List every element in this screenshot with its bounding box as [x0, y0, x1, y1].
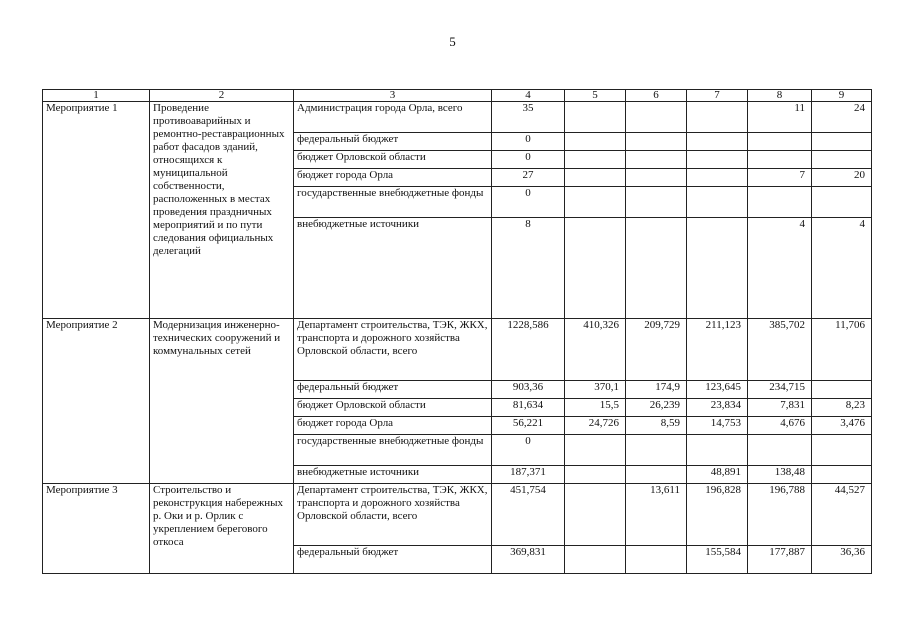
value-cell [626, 218, 687, 319]
funding-source: внебюджетные источники [294, 466, 492, 484]
value-cell [565, 133, 626, 151]
value-cell [626, 435, 687, 466]
value-cell: 0 [492, 151, 565, 169]
value-cell [565, 187, 626, 218]
value-cell: 174,9 [626, 381, 687, 399]
funding-source: бюджет города Орла [294, 169, 492, 187]
value-cell: 4 [748, 218, 812, 319]
value-cell: 4 [812, 218, 872, 319]
value-cell: 123,645 [687, 381, 748, 399]
value-cell [812, 466, 872, 484]
value-cell: 211,123 [687, 319, 748, 381]
value-cell [626, 169, 687, 187]
value-cell: 3,476 [812, 417, 872, 435]
value-cell: 48,891 [687, 466, 748, 484]
value-cell: 7,831 [748, 399, 812, 417]
header-cell: 4 [492, 90, 565, 102]
value-cell: 35 [492, 102, 565, 133]
value-cell: 8,23 [812, 399, 872, 417]
value-cell [626, 151, 687, 169]
value-cell [565, 484, 626, 546]
value-cell [687, 133, 748, 151]
header-cell: 7 [687, 90, 748, 102]
value-cell [565, 546, 626, 574]
header-cell: 2 [150, 90, 294, 102]
value-cell: 11,706 [812, 319, 872, 381]
value-cell: 15,5 [565, 399, 626, 417]
value-cell: 369,831 [492, 546, 565, 574]
value-cell [812, 381, 872, 399]
funding-source: бюджет Орловской области [294, 151, 492, 169]
value-cell: 44,527 [812, 484, 872, 546]
value-cell [687, 187, 748, 218]
funding-source: Департамент строительства, ТЭК, ЖКХ, транспорта и дорожного хозяйства Орловской области, всего [294, 319, 492, 381]
value-cell [812, 133, 872, 151]
value-cell [687, 151, 748, 169]
header-row [43, 90, 872, 102]
event-description: Проведение противоаварийных и ремонтно-реставрационных работ фасадов зданий, относящихся к муниципальной собственности, расположенных в местах проведения праздничных мероприятий и по пути следования официальных делегаций [150, 102, 294, 319]
value-cell [687, 435, 748, 466]
value-cell: 177,887 [748, 546, 812, 574]
value-cell: 0 [492, 435, 565, 466]
value-cell [626, 466, 687, 484]
value-cell [687, 102, 748, 133]
funding-source: государственные внебюджетные фонды [294, 435, 492, 466]
funding-source: бюджет Орловской области [294, 399, 492, 417]
funding-source: федеральный бюджет [294, 133, 492, 151]
value-cell: 187,371 [492, 466, 565, 484]
value-cell: 1228,586 [492, 319, 565, 381]
value-cell: 36,36 [812, 546, 872, 574]
value-cell: 138,48 [748, 466, 812, 484]
value-cell: 26,239 [626, 399, 687, 417]
value-cell: 370,1 [565, 381, 626, 399]
event-label: Мероприятие 2 [43, 319, 150, 484]
funding-source: федеральный бюджет [294, 546, 492, 574]
value-cell: 903,36 [492, 381, 565, 399]
value-cell: 23,834 [687, 399, 748, 417]
value-cell [626, 102, 687, 133]
value-cell: 14,753 [687, 417, 748, 435]
value-cell [626, 187, 687, 218]
funding-source: Администрация города Орла, всего [294, 102, 492, 133]
value-cell [565, 218, 626, 319]
value-cell: 7 [748, 169, 812, 187]
event-label: Мероприятие 3 [43, 484, 150, 574]
value-cell: 196,828 [687, 484, 748, 546]
event-description: Модернизация инженерно-технических сооружений и коммунальных сетей [150, 319, 294, 484]
value-cell: 8 [492, 218, 565, 319]
value-cell [687, 218, 748, 319]
table-row [43, 319, 872, 381]
funding-source: государственные внебюджетные фонды [294, 187, 492, 218]
value-cell: 13,611 [626, 484, 687, 546]
value-cell: 4,676 [748, 417, 812, 435]
value-cell [565, 435, 626, 466]
value-cell [748, 435, 812, 466]
value-cell: 56,221 [492, 417, 565, 435]
value-cell [812, 435, 872, 466]
header-cell: 3 [294, 90, 492, 102]
value-cell [565, 151, 626, 169]
value-cell [812, 187, 872, 218]
value-cell: 0 [492, 187, 565, 218]
value-cell: 410,326 [565, 319, 626, 381]
table-row [43, 102, 872, 133]
value-cell [565, 102, 626, 133]
value-cell: 155,584 [687, 546, 748, 574]
financing-table [42, 89, 872, 574]
value-cell: 8,59 [626, 417, 687, 435]
header-cell: 9 [812, 90, 872, 102]
value-cell: 27 [492, 169, 565, 187]
value-cell: 24 [812, 102, 872, 133]
page-number: 5 [449, 34, 456, 49]
value-cell [687, 169, 748, 187]
funding-source: бюджет города Орла [294, 417, 492, 435]
value-cell: 24,726 [565, 417, 626, 435]
value-cell [748, 187, 812, 218]
value-cell: 81,634 [492, 399, 565, 417]
event-description: Строительство и реконструкция набережных р. Оки и р. Орлик с укреплением берегового откоса [150, 484, 294, 574]
header-cell: 1 [43, 90, 150, 102]
table-row [43, 484, 872, 546]
value-cell: 451,754 [492, 484, 565, 546]
value-cell: 20 [812, 169, 872, 187]
funding-source: внебюджетные источники [294, 218, 492, 319]
value-cell [812, 151, 872, 169]
value-cell [565, 169, 626, 187]
header-cell: 8 [748, 90, 812, 102]
value-cell [565, 466, 626, 484]
value-cell [748, 151, 812, 169]
value-cell: 11 [748, 102, 812, 133]
funding-source: федеральный бюджет [294, 381, 492, 399]
value-cell [626, 133, 687, 151]
event-label: Мероприятие 1 [43, 102, 150, 319]
header-cell: 5 [565, 90, 626, 102]
value-cell: 385,702 [748, 319, 812, 381]
value-cell [626, 546, 687, 574]
value-cell: 209,729 [626, 319, 687, 381]
value-cell: 0 [492, 133, 565, 151]
value-cell: 196,788 [748, 484, 812, 546]
funding-source: Департамент строительства, ТЭК, ЖКХ, транспорта и дорожного хозяйства Орловской области, всего [294, 484, 492, 546]
value-cell: 234,715 [748, 381, 812, 399]
header-cell: 6 [626, 90, 687, 102]
value-cell [748, 133, 812, 151]
